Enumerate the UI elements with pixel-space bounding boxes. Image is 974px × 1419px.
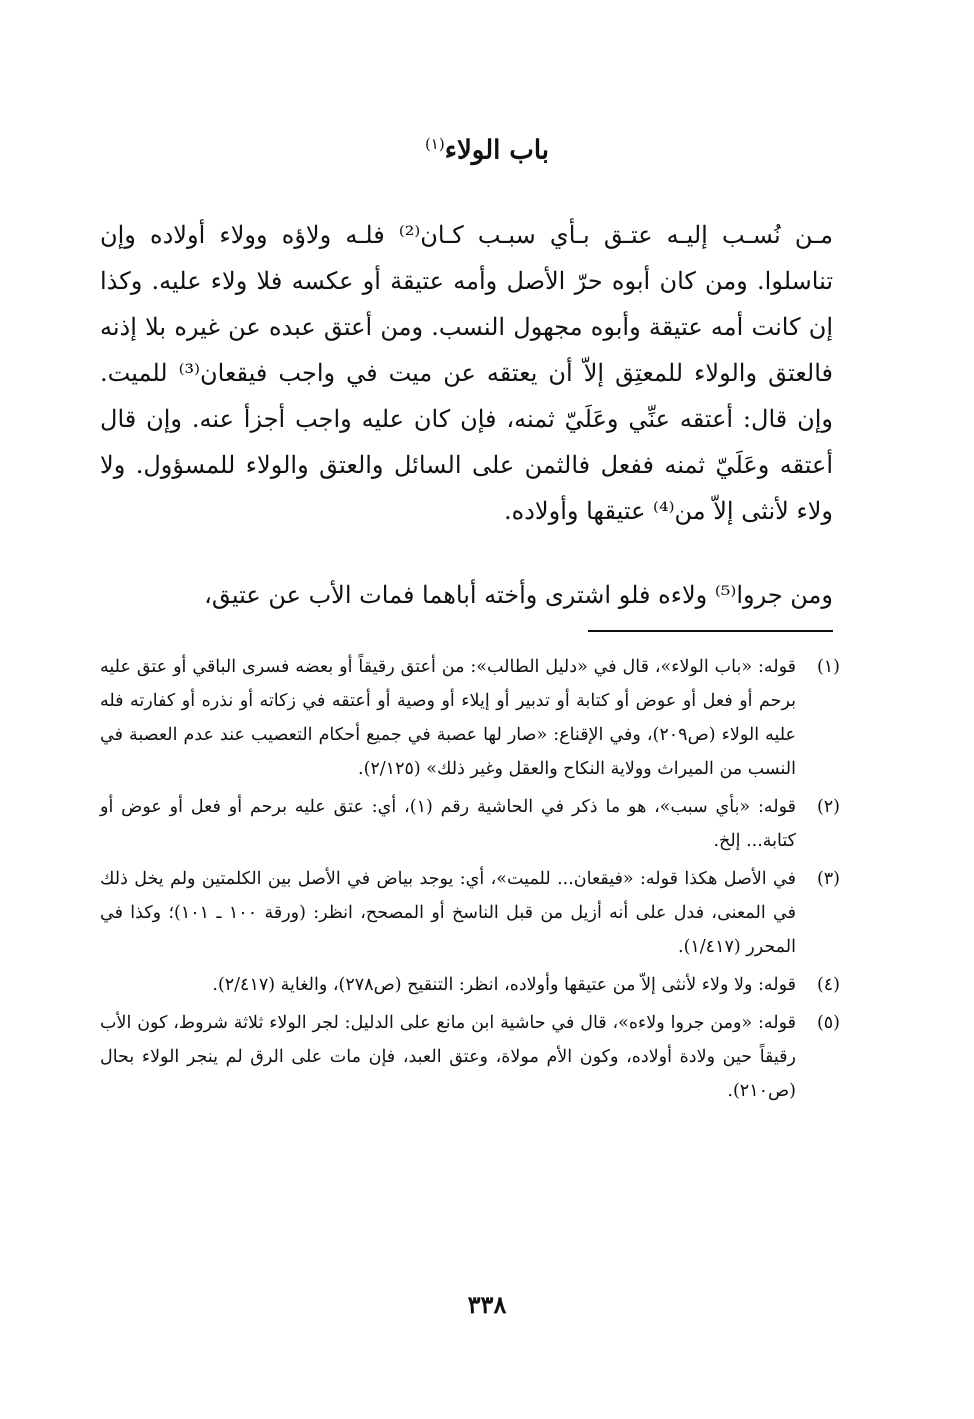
main-paragraph: مـن نُسـب إليـه عتـق بـأي سبـب كـان⁽²⁾ فلـه ولاؤه وولاء أولاده وإن تناسلوا. ومن كان أبوه حرّ الأصل وأمه عتيقة أو عكسه فلا ولاء عليه. وكذا إن كانت أمه عتيقة وأبوه مجهول النسب. ومن أعتق عبده عن غيره بلا إذنه فالعتق والولاء للمعتِق إلاّ أن يعتقه عن ميت في واجب فيقعان⁽³⁾ للميت. وإن قال: أعتقه عنِّي وعَلَيّ ثمنه، فإن كان عليه واجب أجزأ عنه. وإن قال أعتقه وعَلَيّ ثمنه ففعل فالثمن على السائل والعتق والولاء للمسؤول. ولا ولاء لأنثى إلاّ من⁽⁴⁾ عتيقها وأولاده. <box>100 221 834 525</box>
footnote-1 <box>100 650 840 786</box>
main-text-block <box>100 212 833 534</box>
page-number: ٣٣٨ <box>467 1290 507 1319</box>
footnote-number: (١) <box>816 657 840 677</box>
footnote-text: قوله: «ومن جروا ولاءه»، قال في حاشية ابن مانع على الدليل: لجر الولاء ثلاثة شروط، كون الأب رقيقاً حين ولادة أولاده، وكون الأم مولاة، وعتق العبد، فإن مات على الرق لم ينجر الولاء بحال (ص٢١٠). <box>100 1013 796 1101</box>
footnote-text: قوله: «بأي سبب»، هو ما ذكر في الحاشية رقم (١)، أي: عتق عليه برحم أو فعل أو عوض أو كتابة... إلخ. <box>100 797 796 851</box>
footnote-number: (٣) <box>816 869 840 889</box>
footnote-number: (٥) <box>816 1013 840 1033</box>
footnote-5 <box>100 1006 840 1108</box>
footnote-text: قوله: «باب الولاء»، قال في «دليل الطالب»: من أعتق رقيقاً أو بعضه فسرى الباقي أو عتق عليه برحم أو فعل أو عوض أو كتابة أو تدبير أو إيلاء أو وصية أو أعتقه في زكاته أو نذره أو كفارته فله عليه الولاء (ص٢٠٩)، وفي الإقناع: «صار لها عصبة في جميع أحكام التعصيب عند عدم العصبة في النسب من الميراث وولاية النكاح والعقل وغير ذلك» (٢/١٢٥). <box>100 657 797 779</box>
footnote-2 <box>100 790 840 858</box>
footnote-3 <box>100 862 840 964</box>
footnote-text: في الأصل هكذا قوله: «فيقعان... للميت»، أي: يوجد بياض في الأصل بين الكلمتين ولم يخل ذلك في المعنى، فدل على أنه أزيل من قبل الناسخ أو المصحح، انظر: (ورقة ١٠٠ ـ ١٠١)؛ وكذا في المحرر (١/٤١٧). <box>100 869 796 957</box>
chapter-title-text: باب الولاء <box>444 135 550 166</box>
footnote-number: (٢) <box>816 797 840 817</box>
footnote-text: قوله: ولا ولاء لأنثى إلاّ من عتيقها وأولاده، انظر: التنقيح (ص٢٧٨)، والغاية (٢/٤١٧). <box>212 975 796 995</box>
chapter-title-note-mark: (١) <box>424 135 445 153</box>
footnote-4 <box>100 968 840 1002</box>
footnotes-section <box>100 650 840 1112</box>
chapter-title <box>0 135 974 166</box>
footnote-separator <box>588 630 833 632</box>
second-paragraph: ومن جروا⁽⁵⁾ ولاءه فلو اشترى وأخته أباهما فمات الأب عن عتيق، <box>204 581 833 609</box>
footnote-number: (٤) <box>816 975 840 995</box>
